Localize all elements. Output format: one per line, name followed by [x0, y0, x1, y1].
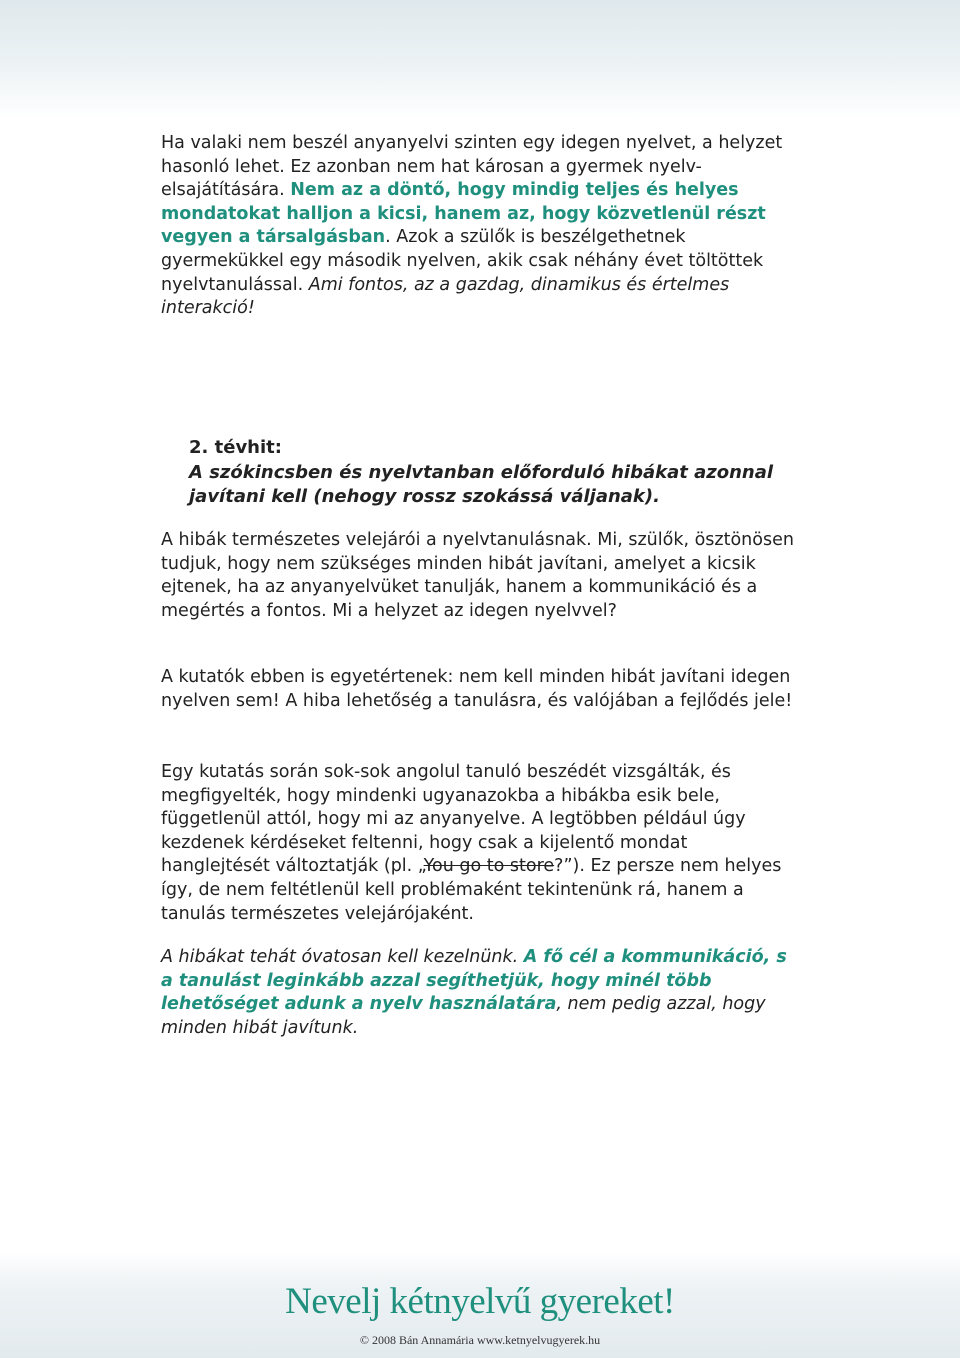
intro-text: Ha valaki nem beszél anyanyelvi szinten egy idegen nyelvet, a helyzet hasonló lehet. Ez azonban nem hat károsan a gyermek nyelv-elsajátítására.	[161, 133, 783, 201]
study-continuation: ?”). Ez persze nem helyes így, de nem feltétlenül kell problémaként tekintenünk rá, hanem a tanulás természetes velejárójaként.	[161, 856, 782, 924]
footer-copyright: © 2008 Bán Annamária www.ketnyelvugyerek.hu	[359, 1333, 601, 1347]
study-text: Egy kutatás során sok-sok angolul tanuló beszédét vizsgálták, és megfigyelték, hogy mindenki ugyanazokba a hibákba esik bele, függetlenül attól, hogy mi az anyanyelve. A legtöbben például úgy kezdenek kérdéseket feltenni, hogy csak a kijelentő mondat hanglejtését változtatják (pl. „	[161, 762, 746, 877]
struck-example: You go to store	[423, 856, 555, 877]
header-gradient-band	[0, 0, 960, 120]
conclusion-highlight: A fő cél a kommunikáció, s a tanulást leginkább azzal segíthetjük, hogy minél több lehetőséget adunk a nyelv használatára	[161, 947, 787, 1015]
paragraph-intro	[161, 132, 801, 321]
intro-highlight: Nem az a döntő, hogy mindig teljes és helyes mondatokat halljon a kicsi, hanem az, hogy közvetlenül részt vegyen a társalgásban	[161, 180, 766, 248]
myth-statement: A szókincsben és nyelvtanban előforduló hibákat azonnal javítani kell (nehogy rossz szokássá váljanak).	[189, 461, 774, 507]
paragraph-researchers: A kutatók ebben is egyetértenek: nem kell minden hibát javítani idegen nyelven sem! A hiba lehetőség a tanulásra, és valójában a fejlődés jele!	[161, 667, 793, 711]
intro-italic: Ami fontos, az a gazdag, dinamikus és értelmes interakció!	[161, 274, 730, 319]
myth-heading	[189, 436, 809, 510]
paragraph-conclusion	[161, 946, 801, 1040]
conclusion-italic: A hibákat tehát óvatosan kell kezelnünk.	[161, 947, 524, 967]
conclusion-end: , nem pedig azzal, hogy minden hibát javítunk.	[161, 994, 766, 1038]
paragraph-errors: A hibák természetes velejárói a nyelvtanulásnak. Mi, szülők, ösztönösen tudjuk, hogy nem szükséges minden hibát javítani, amelyet a kicsik ejtenek, ha az anyanyelvüket tanulják, hanem a kommunikáció és a megértés a fontos. Mi a helyzet az idegen nyelvvel?	[161, 530, 794, 621]
myth-number: 2. tévhit:	[189, 437, 282, 458]
intro-continuation: . Azok a szülők is beszélgethetnek gyermekükkel egy második nyelven, akik csak néhány évet töltöttek nyelvtanulással.	[161, 227, 764, 295]
paragraph-study	[161, 761, 801, 926]
footer-title: Nevelj kétnyelvű gyereket!	[285, 1281, 675, 1322]
